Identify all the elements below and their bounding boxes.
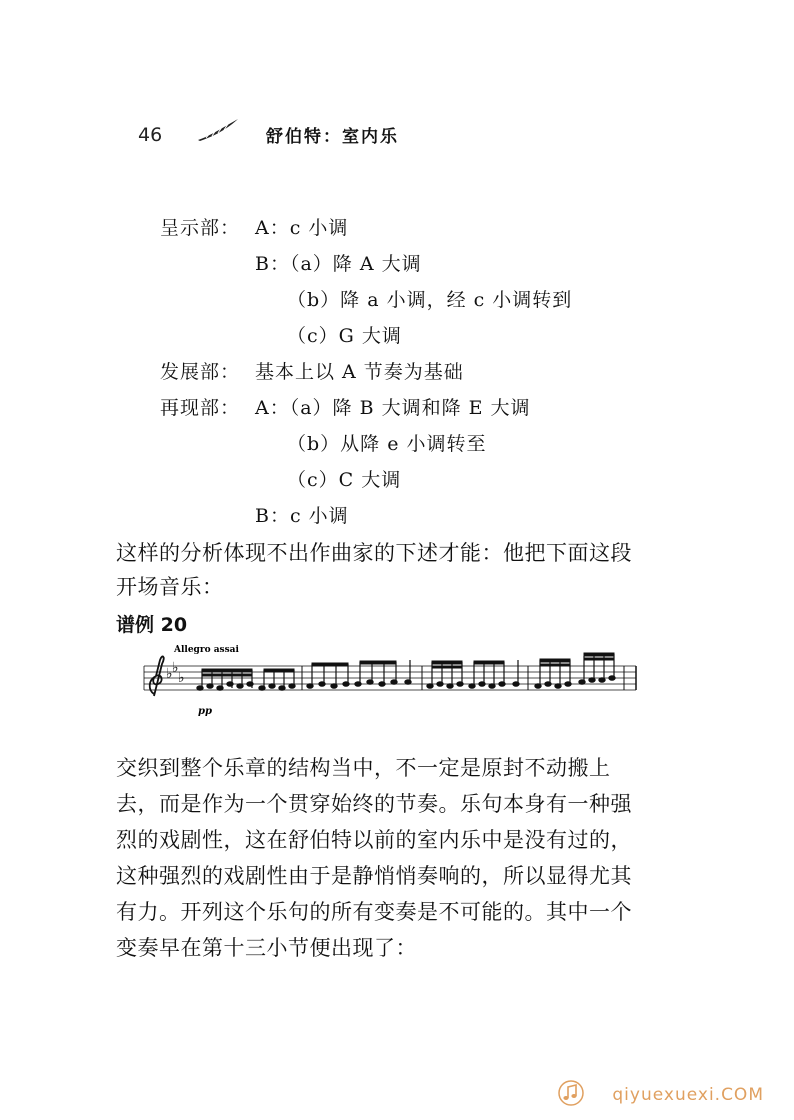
- svg-text:♭: ♭: [172, 660, 179, 676]
- paragraph-line: 变奏早在第十三小节便出现了：: [116, 936, 417, 960]
- paragraph-line: 有力。开列这个乐句的所有变奏是不可能的。其中一个: [116, 900, 632, 924]
- exposition-a: A：c 小调: [255, 217, 349, 239]
- exposition-b-a: B：（a）降 A 大调: [255, 253, 422, 275]
- paragraph-line: 交织到整个乐章的结构当中，不一定是原封不动搬上: [116, 756, 611, 780]
- watermark: qiyuexuexi.COM: [612, 1085, 764, 1105]
- svg-text:♭: ♭: [178, 670, 185, 686]
- svg-text:♭: ♭: [166, 666, 173, 682]
- paragraph-line: 这种强烈的戏剧性由于是静悄悄奏响的，所以显得尤其: [116, 864, 632, 888]
- recap-a-c: （c）C 大调: [287, 469, 402, 491]
- example-label: 谱例 20: [116, 614, 188, 636]
- exposition-b-b: （b）降 a 小调，经 c 小调转到: [287, 289, 573, 311]
- paragraph-line: 烈的戏剧性，这在舒伯特以前的室内乐中是没有过的，: [116, 828, 632, 852]
- music-note-logo-icon: [558, 1080, 584, 1106]
- recap-b: B：c 小调: [255, 505, 349, 527]
- recap-a-a: A：（a）降 B 大调和降 E 大调: [255, 397, 531, 419]
- paragraph-line: 这样的分析体现不出作曲家的下述才能：他把下面这段: [116, 541, 632, 565]
- page-number: 46: [138, 124, 163, 146]
- paragraph-line: 开场音乐：: [116, 575, 224, 599]
- development-text: 基本上以 A 节奏为基础: [255, 361, 464, 383]
- recap-label: 再现部：: [160, 397, 241, 419]
- exposition-b-c: （c）G 大调: [287, 325, 402, 347]
- dynamic-marking: pp: [198, 706, 212, 717]
- development-label: 发展部：: [160, 361, 241, 383]
- recap-a-b: （b）从降 e 小调转至: [287, 433, 487, 455]
- key-signature-flats: [166, 660, 185, 686]
- exposition-label: 呈示部：: [160, 217, 241, 239]
- paragraph-line: 去，而是作为一个贯穿始终的节奏。乐句本身有一种强: [116, 792, 632, 816]
- quill-ornament-icon: [196, 116, 240, 142]
- music-score-excerpt: [140, 640, 640, 720]
- tempo-marking: Allegro assai: [174, 645, 239, 655]
- running-title: 舒伯特：室内乐: [266, 127, 399, 147]
